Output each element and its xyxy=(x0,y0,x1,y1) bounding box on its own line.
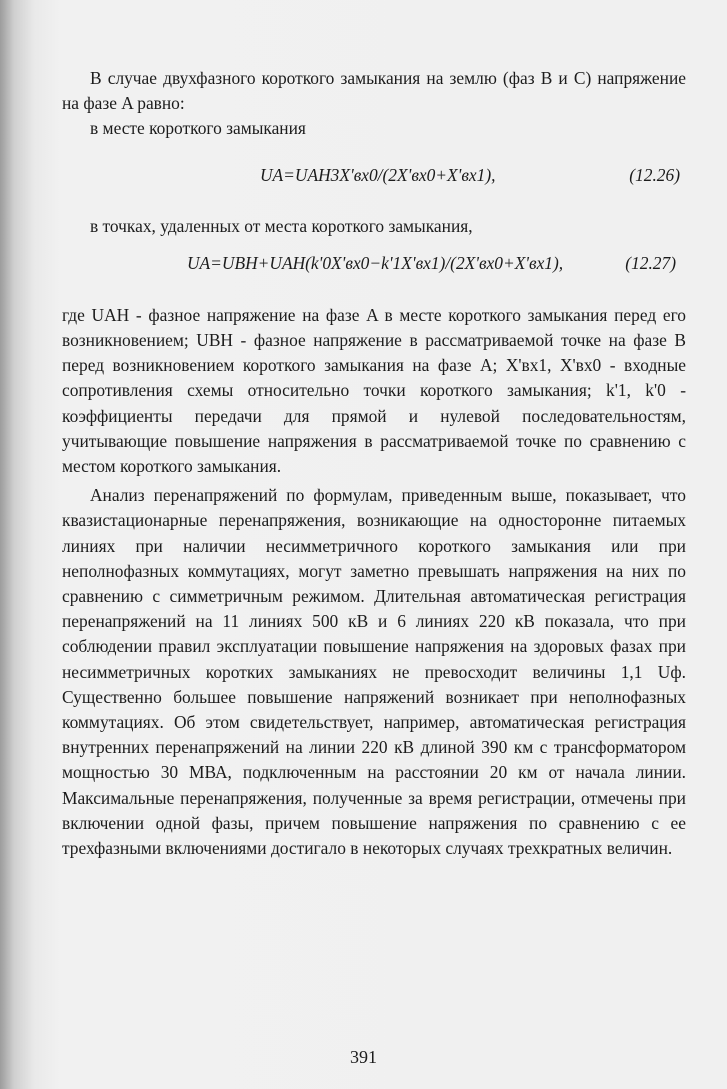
paragraph-at-fault: в месте короткого замыкания xyxy=(90,118,306,139)
paragraph-intro: В случае двухфазного короткого замыкания на землю (фаз B и C) напряжение на фазе A равно: xyxy=(62,68,686,114)
formula-number: (12.27) xyxy=(625,252,676,273)
paragraph-remote: в точках, удаленных от места короткого замыкания, xyxy=(90,215,473,236)
formula-number: (12.26) xyxy=(629,164,680,185)
paragraph-analysis: Анализ перенапряжений по формулам, приведенным выше, показывает, что квазистационарные перенапряжения, возникающие на односторонне питаемых линиях при наличии несимметричного короткого замыкания или при неполнофазных коммутациях, могут заметно превышать напряжения на них по сравнению с симметричным режимом. Длительная автоматическая регистрация перенапряжений на 11 линиях 500 кВ и 6 линиях 220 кВ показала, что при соблюдении правил эксплуатации повышение напряжения на здоровых фазах при несимметричных коротких замыканиях не превосходит величины 1,1 Uф. Существенно большее повышение напряжений возникает при неполнофазных коммутациях. Об этом свидетельствует, например, автоматическая регистрация внутренних перенапряжений на линии 220 кВ длиной 390 км с трансформатором мощностью 30 МВА, подключенным на расстоянии 20 км от начала линии. Максимальные перенапряжения, полученные за время регистрации, отмечены при включении одной фазы, причем повышение напряжения по сравнению с ее трехфазными включениями достигало в некоторых случаях трехкратных величин. xyxy=(62,485,686,859)
page-number: 391 xyxy=(350,1047,377,1067)
page-content xyxy=(62,66,686,861)
formula-expression: UA=UBH+UAH(k'0X'вх0−k'1X'вх1)/(2X'вх0+X'вх1), xyxy=(187,252,564,273)
paragraph-definitions: где UАН - фазное напряжение на фазе A в месте короткого замыкания перед его возникновением; UВН - фазное напряжение в рассматриваемой точке на фазе B перед возникновением короткого замыкания на фазе A; X'вх1, X'вх0 - входные сопротивления схемы относительно точки короткого замыкания; k'1, k'0 - коэффициенты передачи для прямой и нулевой последовательностям, учитывающие повышение напряжения в рассматриваемой точке по сравнению с местом короткого замыкания. xyxy=(62,304,686,477)
formula-12-27 xyxy=(62,251,686,276)
formula-expression: UA=UAH3X'вх0/(2X'вх0+X'вх1), xyxy=(260,164,496,185)
formula-12-26 xyxy=(62,163,686,188)
